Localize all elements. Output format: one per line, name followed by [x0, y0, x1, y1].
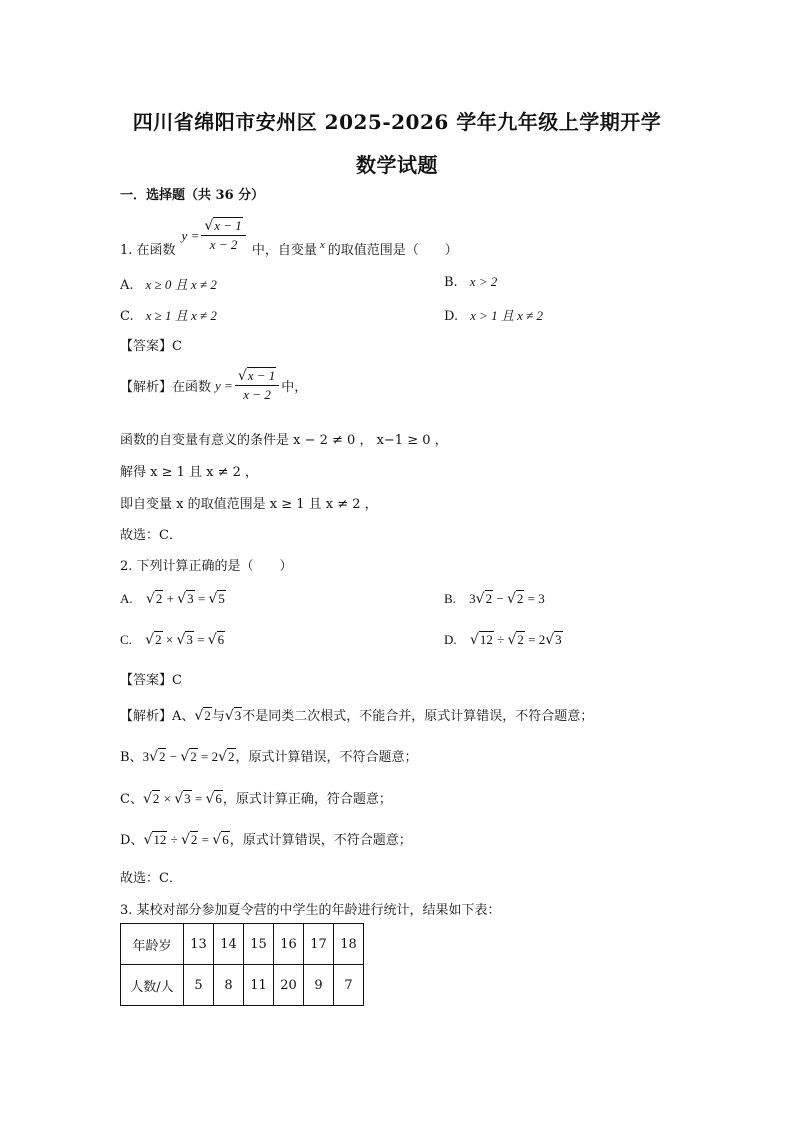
table-cell: 16 [274, 924, 304, 965]
title-line-2: 数学试题 [356, 153, 438, 177]
q1-suffix-b: 的取值范围是（ ） [327, 243, 458, 258]
q3-stem: 3. 某校对部分参加夏令营的中学生的年龄进行统计，结果如下表： [120, 903, 501, 918]
q2-option-d: D. √12 ÷ √2 = 2√3 [444, 632, 562, 648]
table-cell: 9 [304, 965, 334, 1006]
q1-function-fraction [201, 218, 245, 253]
age-table [120, 923, 364, 1006]
q1-analysis-line-1: 函数的自变量有意义的条件是 x − 2 ≠ 0 ， x−1 ≥ 0 ， [120, 433, 448, 448]
q1-suffix-a: 中，自变量 [251, 243, 317, 258]
q2-analysis-d: D、√12 ÷ √2 = √6，原式计算错误，不符合题意； [120, 832, 412, 848]
table-row [121, 924, 364, 965]
table-cell: 15 [244, 924, 274, 965]
table-cell: 14 [214, 924, 244, 965]
q2-analysis-label: 【解析】 [120, 709, 173, 724]
title-line-1: 四川省绵阳市安州区 2025-2026 学年九年级上学期开学 [132, 110, 662, 134]
q1-answer: 【答案】C [120, 339, 182, 354]
table-cell: 20 [274, 965, 304, 1006]
q1-stem [120, 213, 458, 258]
q1-analysis-line-2: 解得 x ≥ 1 且 x ≠ 2 ， [120, 465, 259, 480]
sqrt-icon: √ [204, 218, 214, 234]
q2-stem: 2. 下列计算正确的是（ ） [120, 559, 293, 574]
q2-conclusion: 故选：C． [120, 871, 182, 886]
q2-option-c: C. √2 × √3 = √6 [120, 632, 225, 648]
table-cell: 5 [184, 965, 214, 1006]
table-cell: 18 [334, 924, 364, 965]
q1-analysis-intro: 【解析】 在函数 y = $\frac{√x - 1}{x - 2}$ 中， [120, 368, 308, 402]
q1-option-d: D. x > 1 且 x ≠ 2 [444, 308, 544, 324]
q2-analysis-b: B、3√2 − √2 = 2√2，原式计算错误，不符合题意； [120, 749, 418, 765]
q2-option-a: A. √2 + √3 = √5 [120, 591, 225, 607]
section-heading: 一．选择题（共 36 分） [120, 188, 265, 203]
table-cell: 17 [304, 924, 334, 965]
q2-analysis-c: C、√2 × √3 = √6，原式计算正确，符合题意； [120, 791, 392, 807]
q1-prefix: 1. 在函数 [120, 243, 176, 258]
q1-option-b: B. x > 2 [444, 274, 498, 290]
q1-analysis-fraction: $\frac{√x - 1}{x - 2}$ [235, 368, 279, 403]
table-cell: 8 [214, 965, 244, 1006]
q2-answer: 【答案】C [120, 673, 182, 688]
table-cell: 13 [184, 924, 214, 965]
q1-analysis-line-3: 即自变量 x 的取值范围是 x ≥ 1 且 x ≠ 2 ， [120, 497, 378, 512]
q2-option-b: B. 3√2 − √2 = 3 [444, 591, 545, 607]
q1-var: x [319, 238, 325, 251]
q1-func-lhs: y = [181, 227, 200, 243]
q1-func-denominator: x − 2 [209, 237, 238, 252]
table-header-cell: 年龄岁 [121, 924, 184, 965]
q2-analysis-a: 【解析】A、√2与√3不是同类二次根式，不能合并，原式计算错误，不符合题意； [120, 708, 594, 724]
table-row [121, 965, 364, 1006]
table-cell: 11 [244, 965, 274, 1006]
q1-conclusion: 故选：C． [120, 528, 182, 543]
table-header-cell: 人数/人 [121, 965, 184, 1006]
q1-func-numerator: x − 1 [214, 218, 242, 233]
table-cell: 7 [334, 965, 364, 1006]
q1-analysis-label: 【解析】 [120, 380, 173, 395]
q1-option-c: C. x ≥ 1 且 x ≠ 2 [120, 308, 217, 324]
q1-option-a: A. x ≥ 0 且 x ≠ 2 [120, 277, 217, 293]
sqrt-icon: √ [237, 368, 247, 384]
